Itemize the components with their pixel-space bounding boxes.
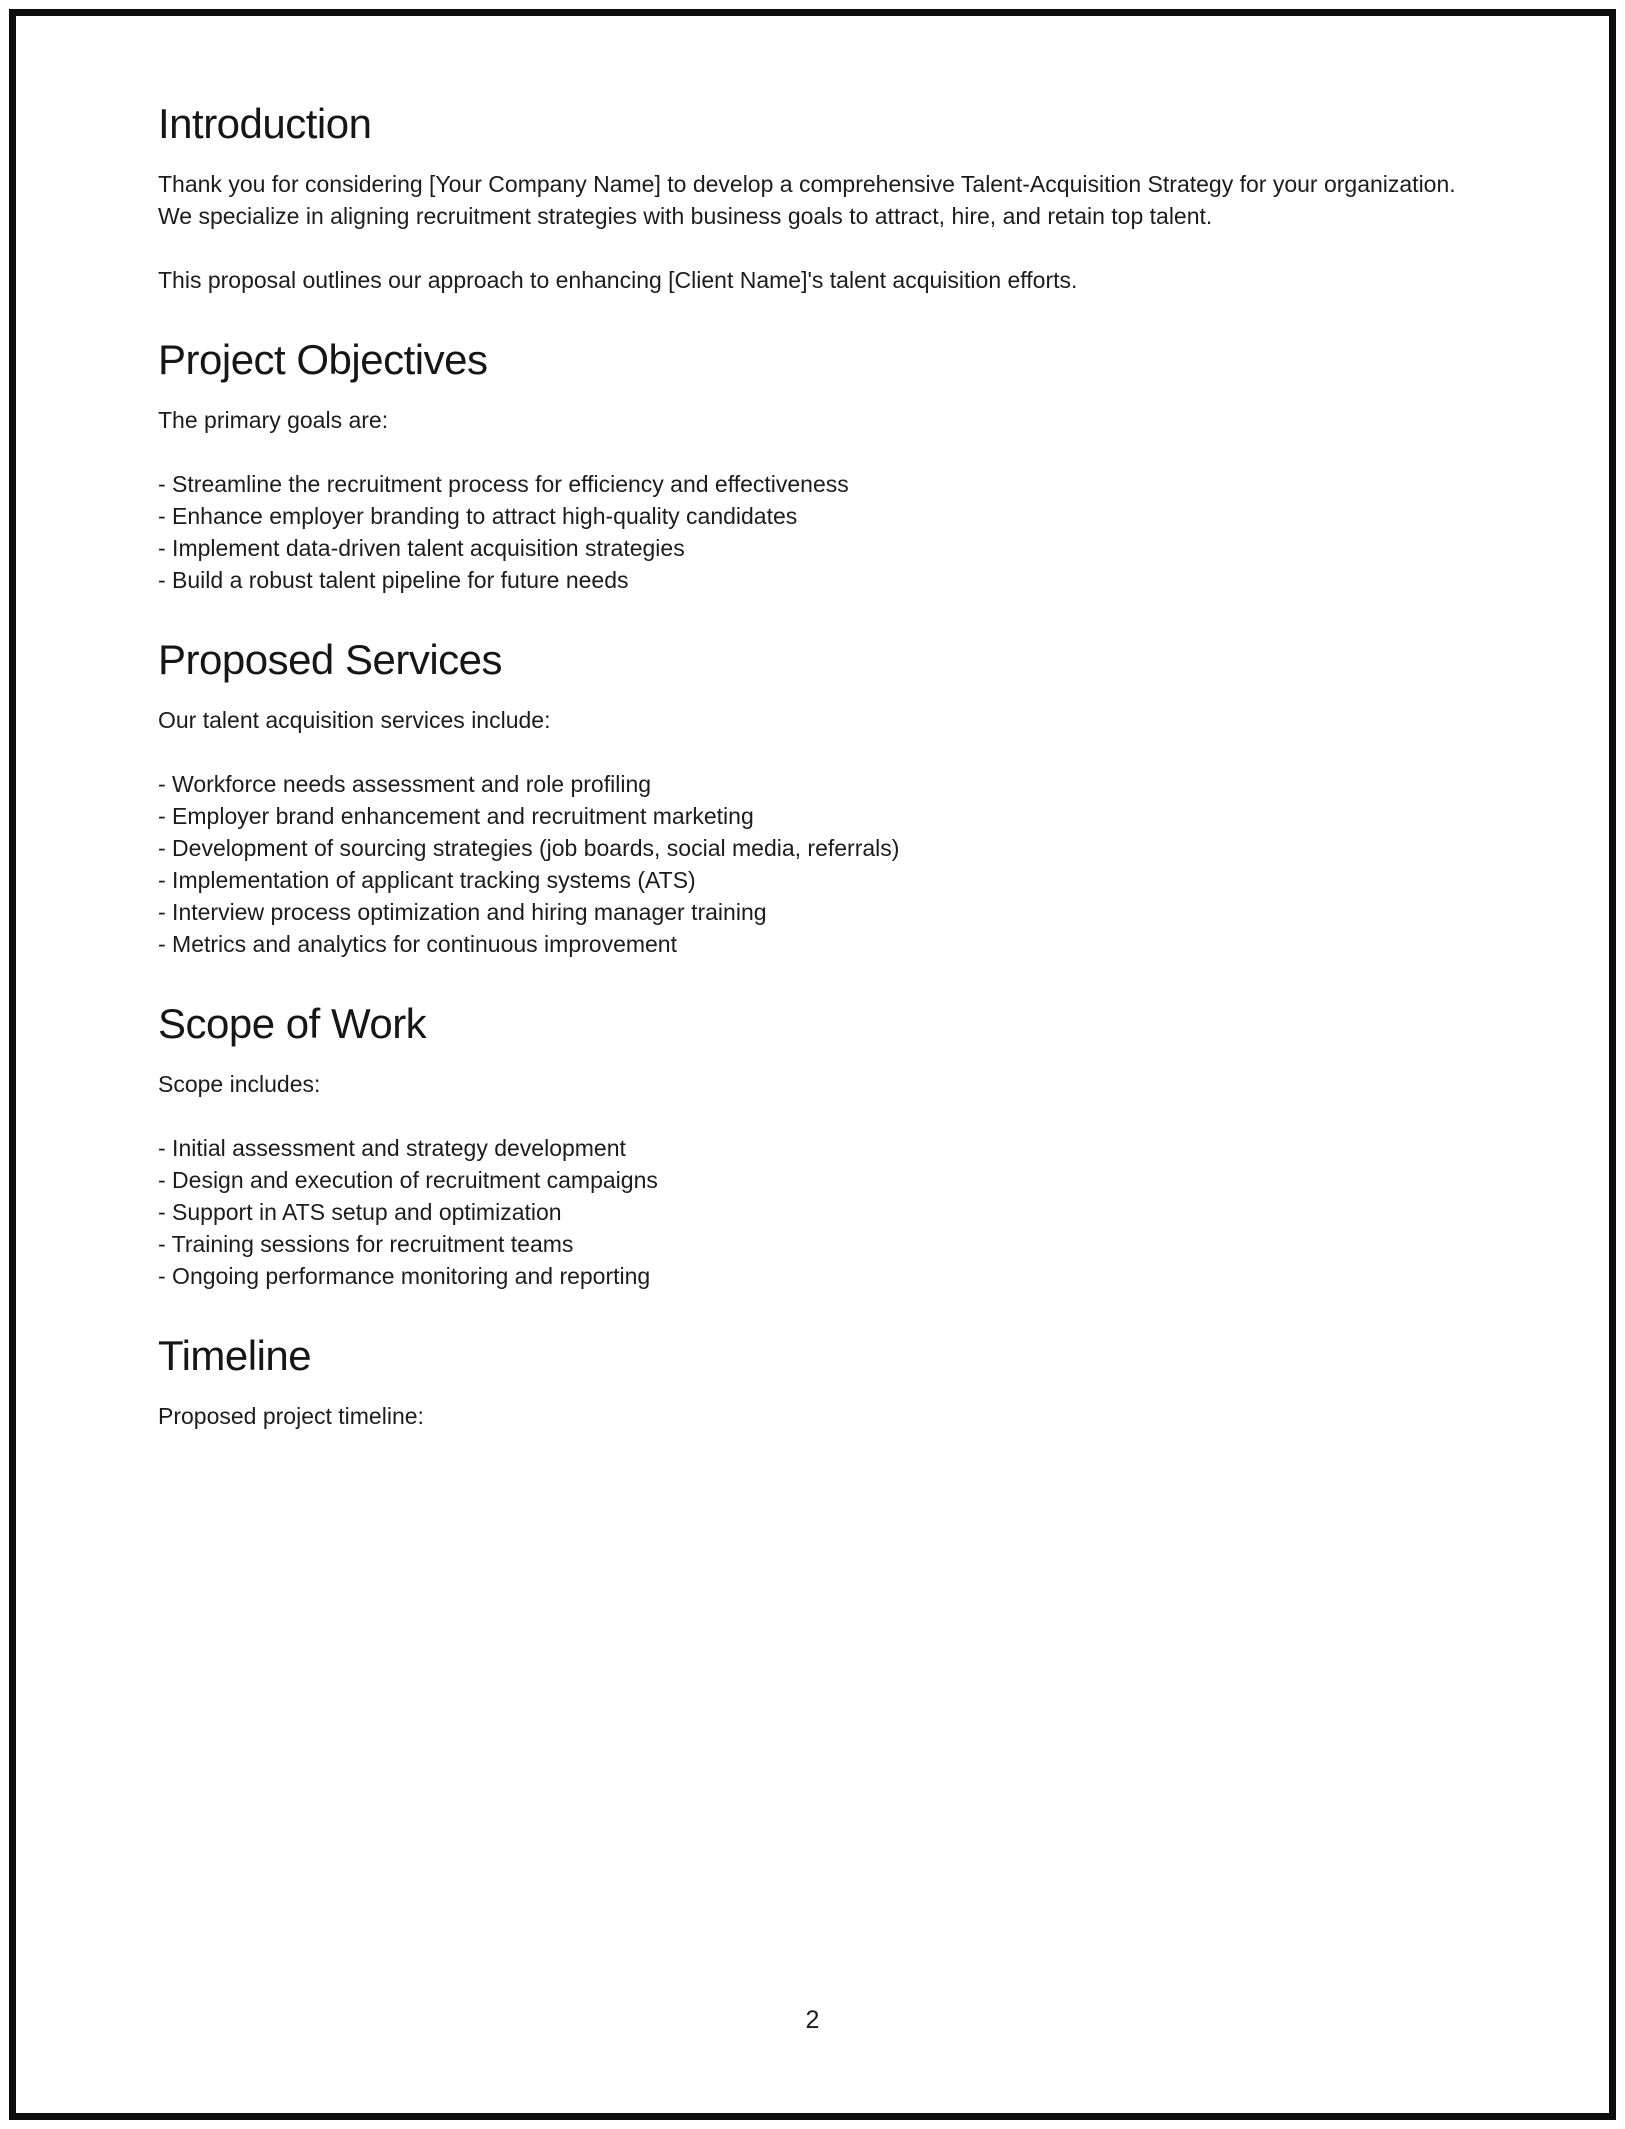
paragraph: Thank you for considering [Your Company Name] to develop a comprehensive Talent-Acquisition Strategy for your organization. We specialize in aligning recruitment strategies with business goals to attract, hire, and retain top talent. bbox=[158, 171, 1456, 229]
section-proposed-services bbox=[158, 636, 1467, 960]
list-item: - Workforce needs assessment and role profiling bbox=[158, 771, 652, 797]
list-item: - Design and execution of recruitment campaigns bbox=[158, 1167, 658, 1193]
page-number: 2 bbox=[805, 2006, 820, 2034]
list-item: - Metrics and analytics for continuous improvement bbox=[158, 931, 677, 957]
list-item: - Initial assessment and strategy development bbox=[158, 1135, 626, 1161]
section-heading-project-objectives: Project Objectives bbox=[158, 336, 488, 383]
scope-list bbox=[158, 1132, 1467, 1292]
list-item: - Streamline the recruitment process for efficiency and effectiveness bbox=[158, 471, 849, 497]
list-item: - Interview process optimization and hiring manager training bbox=[158, 899, 767, 925]
objectives-list bbox=[158, 468, 1467, 596]
list-item: - Support in ATS setup and optimization bbox=[158, 1199, 562, 1225]
paragraph: Scope includes: bbox=[158, 1071, 321, 1097]
paragraph: Our talent acquisition services include: bbox=[158, 707, 551, 733]
paragraph: Proposed project timeline: bbox=[158, 1403, 424, 1429]
section-heading-proposed-services: Proposed Services bbox=[158, 636, 503, 683]
section-scope-of-work bbox=[158, 1000, 1467, 1292]
list-item: - Build a robust talent pipeline for future needs bbox=[158, 567, 629, 593]
list-item: - Development of sourcing strategies (job boards, social media, referrals) bbox=[158, 835, 900, 861]
list-item: - Implement data-driven talent acquisition strategies bbox=[158, 535, 685, 561]
section-introduction bbox=[158, 100, 1467, 296]
list-item: - Employer brand enhancement and recruitment marketing bbox=[158, 803, 754, 829]
list-item: - Enhance employer branding to attract high-quality candidates bbox=[158, 503, 798, 529]
section-timeline bbox=[158, 1332, 1467, 1432]
list-item: - Training sessions for recruitment teams bbox=[158, 1231, 574, 1257]
paragraph: This proposal outlines our approach to enhancing [Client Name]'s talent acquisition efforts. bbox=[158, 267, 1078, 293]
section-heading-introduction: Introduction bbox=[158, 100, 372, 147]
list-item: - Implementation of applicant tracking systems (ATS) bbox=[158, 867, 696, 893]
section-heading-scope-of-work: Scope of Work bbox=[158, 1000, 427, 1047]
paragraph: The primary goals are: bbox=[158, 407, 389, 433]
services-list bbox=[158, 768, 1467, 960]
section-project-objectives bbox=[158, 336, 1467, 596]
list-item: - Ongoing performance monitoring and reporting bbox=[158, 1263, 651, 1289]
section-heading-timeline: Timeline bbox=[158, 1332, 312, 1379]
